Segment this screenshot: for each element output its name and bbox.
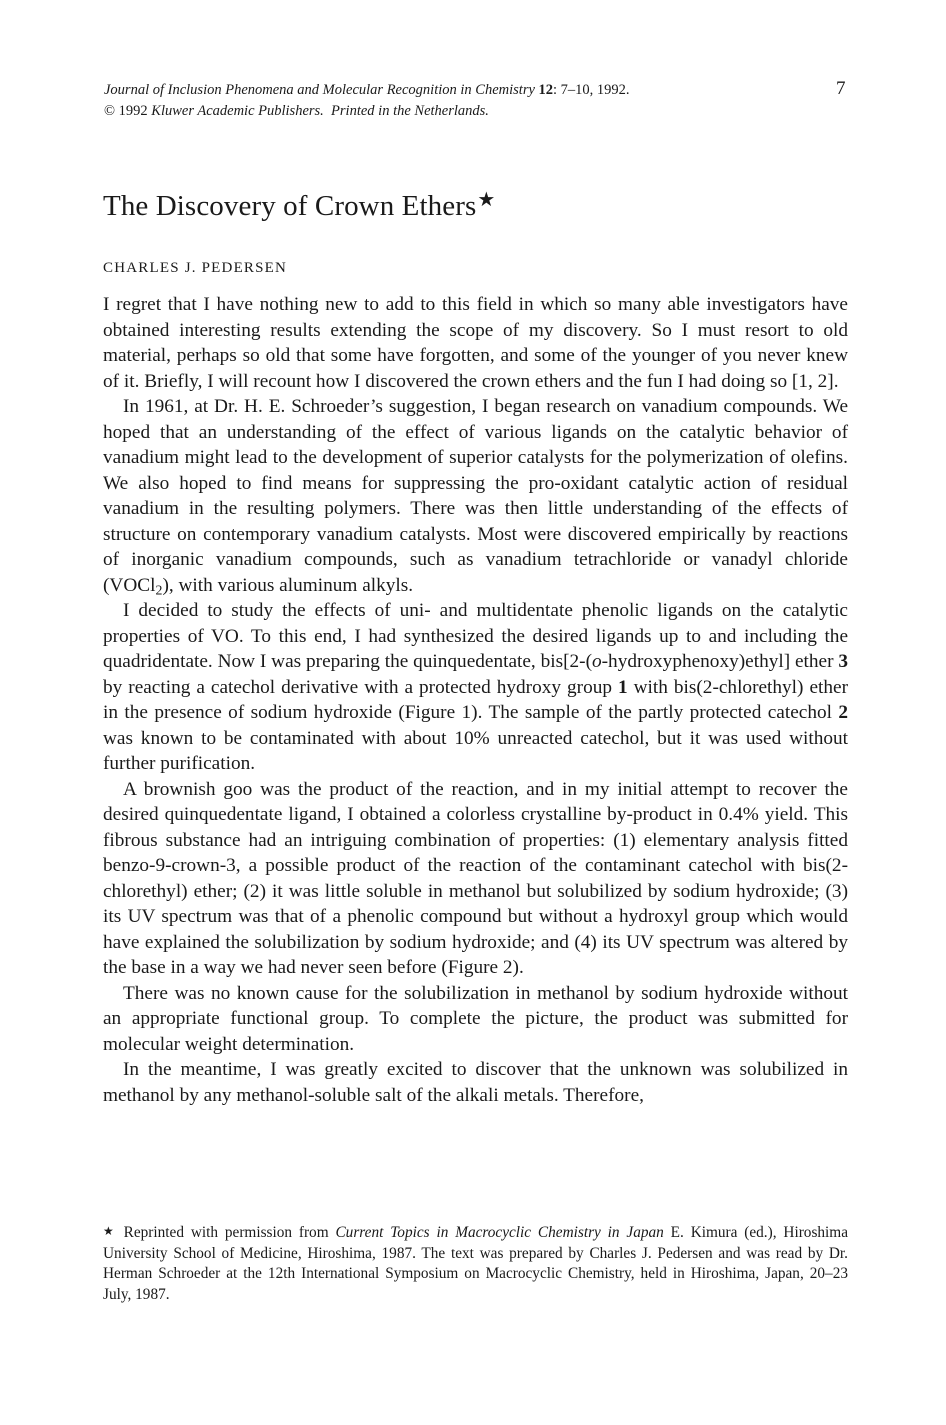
journal-name: Journal of Inclusion Phenomena and Molecular Recognition in Chemistry xyxy=(104,82,535,98)
paragraph-1: I regret that I have nothing new to add to this field in which so many able investigators have obtained interesting results extending the scope of my discovery. So I must resort to old material, perhaps so old that some have forgotten, and some of the younger of you never knew of it. Briefly, I will recount how I discovered the crown ethers and the fun I had doing so [1, 2]. xyxy=(103,294,848,392)
footnote-source-title: Current Topics in Macrocyclic Chemistry in Japan xyxy=(335,1224,664,1241)
article-title-text: The Discovery of Crown Ethers xyxy=(103,190,477,222)
subscript-2: 2 xyxy=(155,582,163,598)
paragraph-3-text-c: by reacting a catechol derivative with a protected hydroxy group xyxy=(103,676,618,698)
footnote-marker-icon: ★ xyxy=(103,1224,117,1238)
compound-number-2: 2 xyxy=(838,702,848,723)
paragraph-3-text-a: I decided to study the effects of uni- and multidentate phenolic ligands on the catalytic properties of VO. To this end, I had synthesized the desired ligands up to and including the quadridentate. Now I was preparing the quinquedentate, bis[2-( xyxy=(103,600,848,672)
footnote-star-icon: ★ xyxy=(477,189,496,211)
copyright-line xyxy=(104,101,864,122)
paragraph-3-text-e: was known to be contaminated with about 10% unreacted catechol, but it was used without further purification. xyxy=(103,727,848,774)
ortho-prefix: o xyxy=(592,651,602,672)
compound-number-3: 3 xyxy=(838,651,848,672)
copyright-year: © 1992 xyxy=(104,103,148,119)
paragraph-5: There was no known cause for the solubilization in methanol by sodium hydroxide without an appropriate functional group. To complete the picture, the product was submitted for molecular weight determination. xyxy=(103,982,848,1055)
paragraph-3-text-d: with bis(2-chlorethyl) ether in the presence of sodium hydroxide (Figure 1). The sample of the partly protected catechol xyxy=(103,676,848,723)
footnote-rest: E. Kimura (ed.), Hiroshima University School of Medicine, Hiroshima, 1987. The text was prepared by Charles J. Pedersen and was read by Dr. Herman Schroeder at the 12th International Symposium on Macrocyclic Chemistry, held in Hiroshima, Japan, 20–23 July, 1987. xyxy=(103,1224,848,1303)
paragraph-2 xyxy=(103,394,848,598)
paragraph-2-text-b: ), with various aluminum alkyls. xyxy=(162,574,414,596)
article-title xyxy=(103,187,495,223)
author-name: CHARLES J. PEDERSEN xyxy=(103,260,288,276)
running-head xyxy=(104,80,864,122)
volume-number: 12 xyxy=(538,82,554,98)
paragraph-6: In the meantime, I was greatly excited to discover that the unknown was solubilized in methanol by any methanol-soluble salt of the alkali metals. Therefore, xyxy=(103,1059,848,1106)
paragraph-3-text-b: -hydroxyphenoxy)ethyl] ether xyxy=(601,651,839,672)
article-body xyxy=(103,292,848,1108)
publisher-name: Kluwer Academic Publishers. xyxy=(151,103,324,119)
paragraph-2-text-a: In 1961, at Dr. H. E. Schroeder’s suggestion, I began research on vanadium compounds. We hoped that an understanding of the effect of various ligands on the catalytic behavior of vanadium might lead to the development of superior catalysts for the polymerization of olefins. We also hoped to find means for suppressing the pro-oxidant catalytic action of residual vanadium in the resulting polymers. There was then little understanding of the effects of structure on contemporary vanadium catalysts. Most were discovered empirically by reactions of inorganic vanadium compounds, such as vanadium tetrachloride or vanadyl chloride (VOCl xyxy=(103,396,848,596)
compound-number-1: 1 xyxy=(617,676,628,698)
paragraph-4: A brownish goo was the product of the reaction, and in my initial attempt to recover the desired quinquedentate ligand, I obtained a colorless crystalline by-product in 0.4% yield. This fibrous substance had an intriguing combination of properties: (1) elementary analysis fitted benzo-9-crown-3, a possible product of the reaction of the contaminant catechol with bis(2-chlorethyl) ether; (2) it was little soluble in methanol but solubilized by sodium hydroxide; (3) its UV spectrum was that of a phenolic compound but without a hydroxyl group which would have explained the solubilization by sodium hydroxide; and (4) its UV spectrum was altered by the base in a way we had never seen before (Figure 2). xyxy=(103,778,848,978)
footnote-lead: Reprinted with permission from xyxy=(116,1224,336,1241)
page-number: 7 xyxy=(836,78,846,99)
paragraph-3 xyxy=(103,598,848,777)
footnote xyxy=(103,1221,848,1305)
citation-line xyxy=(104,80,864,101)
pages-year: : 7–10, 1992. xyxy=(553,82,630,98)
printed-location: Printed in the Netherlands. xyxy=(331,103,489,119)
